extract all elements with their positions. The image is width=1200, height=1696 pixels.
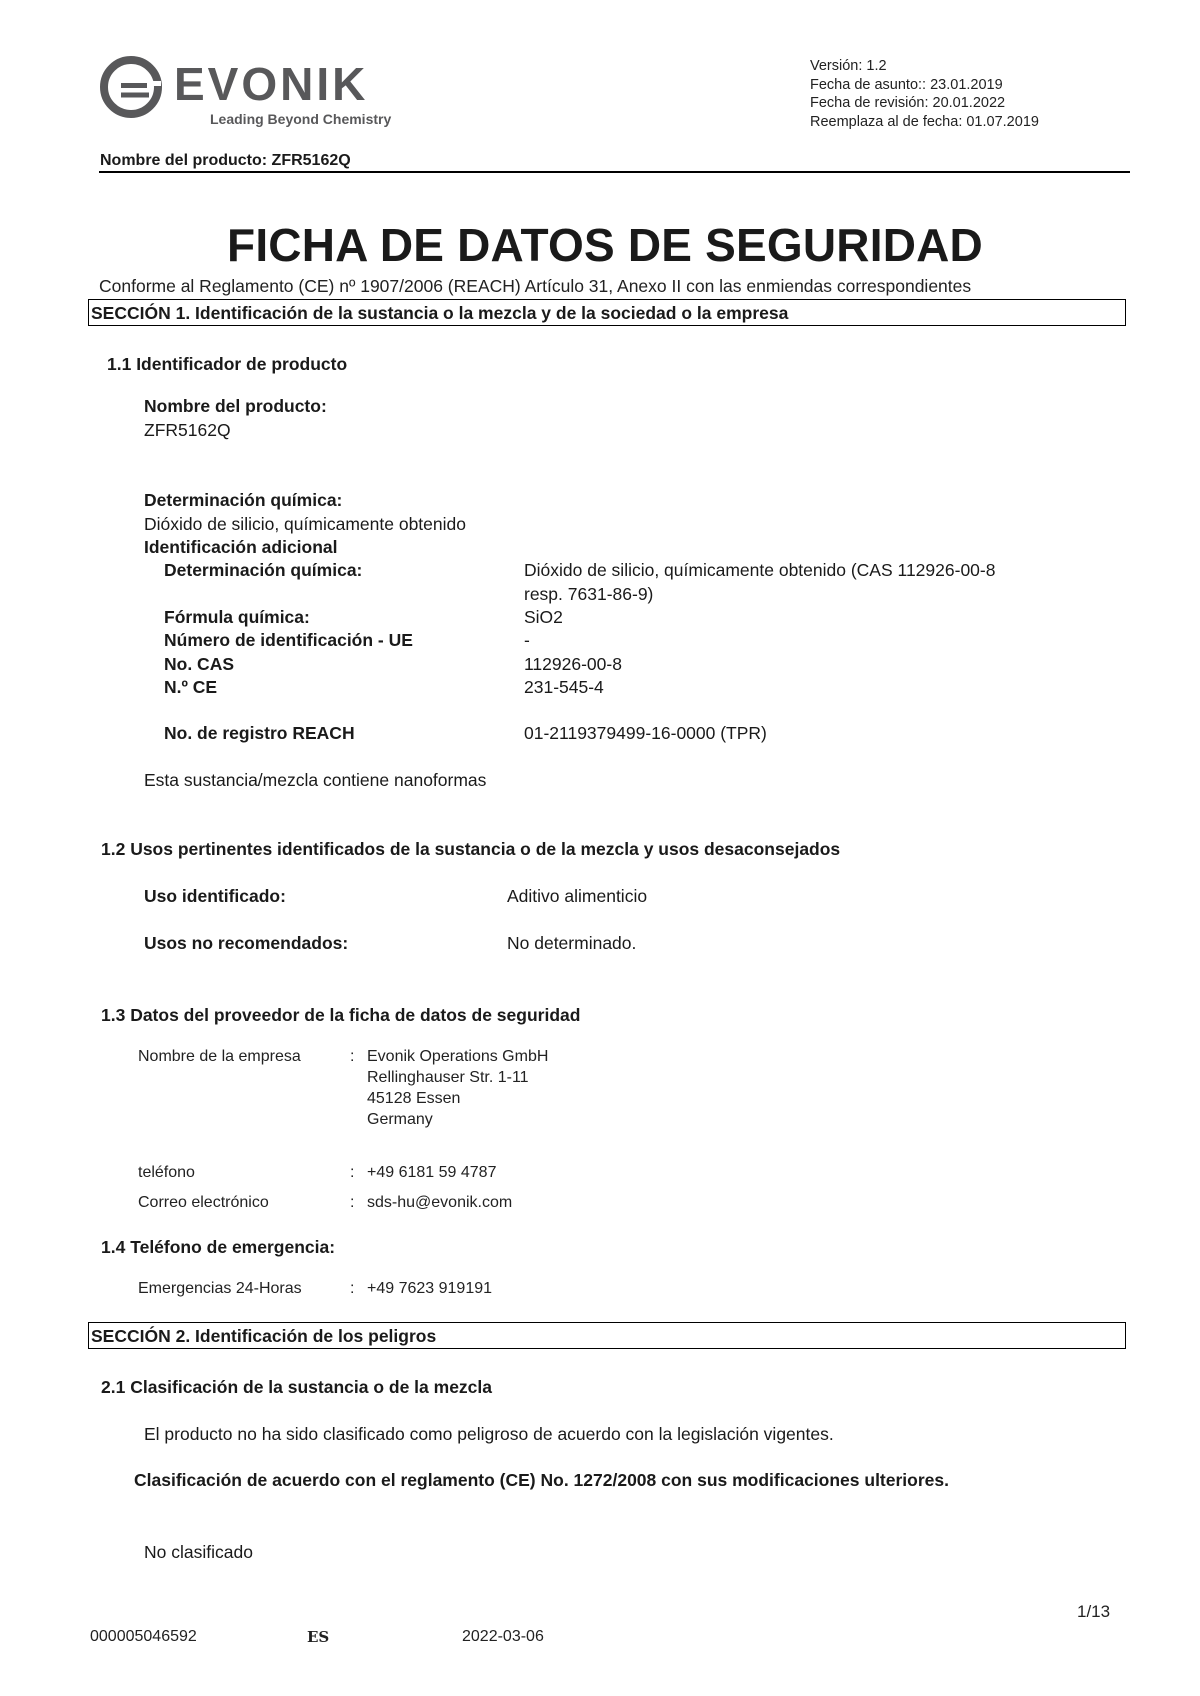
s1-4-heading: 1.4 Teléfono de emergencia:: [101, 1237, 336, 1257]
row-chem-det-value: Dióxido de silicio, químicamente obtenido (CAS 112926-00-8: [524, 560, 996, 580]
company-country: Germany: [367, 1111, 433, 1128]
identified-use-value: Aditivo alimenticio: [507, 886, 648, 906]
row-reach-label: No. de registro REACH: [164, 723, 355, 743]
phone-value: +49 6181 59 4787: [367, 1164, 497, 1181]
company-street: Rellinghauser Str. 1-11: [367, 1069, 529, 1086]
s2-1-heading: 2.1 Clasificación de la sustancia o de la mezcla: [101, 1377, 493, 1397]
chem-det-value: Dióxido de silicio, químicamente obtenido: [144, 514, 466, 534]
footer-doc-number: 000005046592: [90, 1628, 197, 1645]
classification-value: No clasificado: [144, 1542, 253, 1562]
company-city: 45128 Essen: [367, 1090, 461, 1107]
row-cas-value: 112926-00-8: [524, 654, 622, 674]
row-chem-det-value-cont: resp. 7631-86-9): [524, 584, 654, 604]
row-ec-value: 231-545-4: [524, 677, 604, 697]
header-divider: [99, 171, 1130, 173]
emergency-value: +49 7623 919191: [367, 1280, 493, 1297]
page-title: FICHA DE DATOS DE SEGURIDAD: [227, 219, 983, 271]
version: Versión: 1.2: [810, 58, 887, 74]
row-formula-label: Fórmula química:: [164, 607, 310, 627]
classification-statement: El producto no ha sido clasificado como peligroso de acuerdo con la legislación vigentes.: [144, 1424, 834, 1444]
additional-identification: Identificación adicional: [144, 537, 338, 557]
company-name: Evonik Operations GmbH: [367, 1048, 549, 1065]
s1-1-heading: 1.1 Identificador de producto: [107, 354, 348, 374]
not-recommended-value: No determinado.: [507, 933, 637, 953]
evonik-logo: [99, 55, 392, 135]
row-reach-value: 01-2119379499-16-0000 (TPR): [524, 723, 767, 743]
identified-use-label: Uso identificado:: [144, 886, 286, 906]
product-name-label: Nombre del producto:: [144, 396, 327, 416]
row-ec-label: N.º CE: [164, 677, 218, 697]
row-formula-value: SiO2: [524, 607, 563, 627]
footer-date: 2022-03-06: [462, 1628, 544, 1645]
chem-det-label: Determinación química:: [144, 490, 343, 510]
row-eu-id-value: -: [524, 630, 530, 650]
phone-colon: :: [350, 1164, 355, 1181]
issue-date: Fecha de asunto:: 23.01.2019: [810, 76, 1003, 93]
not-recommended-label: Usos no recomendados:: [144, 933, 349, 953]
nanoform-note: Esta sustancia/mezcla contiene nanoformas: [144, 770, 487, 790]
company-colon: :: [350, 1048, 355, 1065]
s1-3-heading: 1.3 Datos del proveedor de la ficha de datos de seguridad: [101, 1005, 581, 1025]
section-1-heading: SECCIÓN 1. Identificación de la sustancia o la mezcla y de la sociedad o la empresa: [88, 299, 1126, 326]
section-2-heading: SECCIÓN 2. Identificación de los peligros: [88, 1322, 1126, 1349]
page-subtitle: Conforme al Reglamento (CE) nº 1907/2006 (REACH) Artículo 31, Anexo II con las enmiendas correspondientes: [99, 276, 972, 296]
row-eu-id-label: Número de identificación - UE: [164, 630, 413, 650]
logo-tagline: Leading Beyond Chemistry: [210, 111, 392, 127]
email-value[interactable]: sds-hu@evonik.com: [367, 1194, 513, 1211]
row-chem-det-label: Determinación química:: [164, 560, 363, 580]
email-colon: :: [350, 1194, 355, 1211]
page-number: 1/13: [1077, 1602, 1111, 1621]
company-label: Nombre de la empresa: [138, 1048, 301, 1065]
product-name-value: ZFR5162Q: [144, 420, 231, 440]
emergency-label: Emergencias 24-Horas: [138, 1280, 302, 1297]
logo-brand-text: EVONIK: [174, 58, 369, 110]
classification-heading: Clasificación de acuerdo con el reglamento (CE) No. 1272/2008 con sus modificaciones ulteriores.: [134, 1470, 949, 1490]
email-label: Correo electrónico: [138, 1194, 269, 1211]
s1-2-heading: 1.2 Usos pertinentes identificados de la sustancia o de la mezcla y usos desaconsejados: [101, 839, 841, 859]
revision-date: Fecha de revisión: 20.01.2022: [810, 95, 1006, 111]
document-meta: [810, 57, 1039, 131]
replaces-date: Reemplaza al de fecha: 01.07.2019: [810, 113, 1039, 130]
emergency-colon: :: [350, 1280, 355, 1297]
phone-label: teléfono: [138, 1164, 195, 1181]
footer-language: ES: [307, 1628, 330, 1646]
row-cas-label: No. CAS: [164, 654, 234, 674]
header-product-name: Nombre del producto: ZFR5162Q: [100, 152, 351, 169]
